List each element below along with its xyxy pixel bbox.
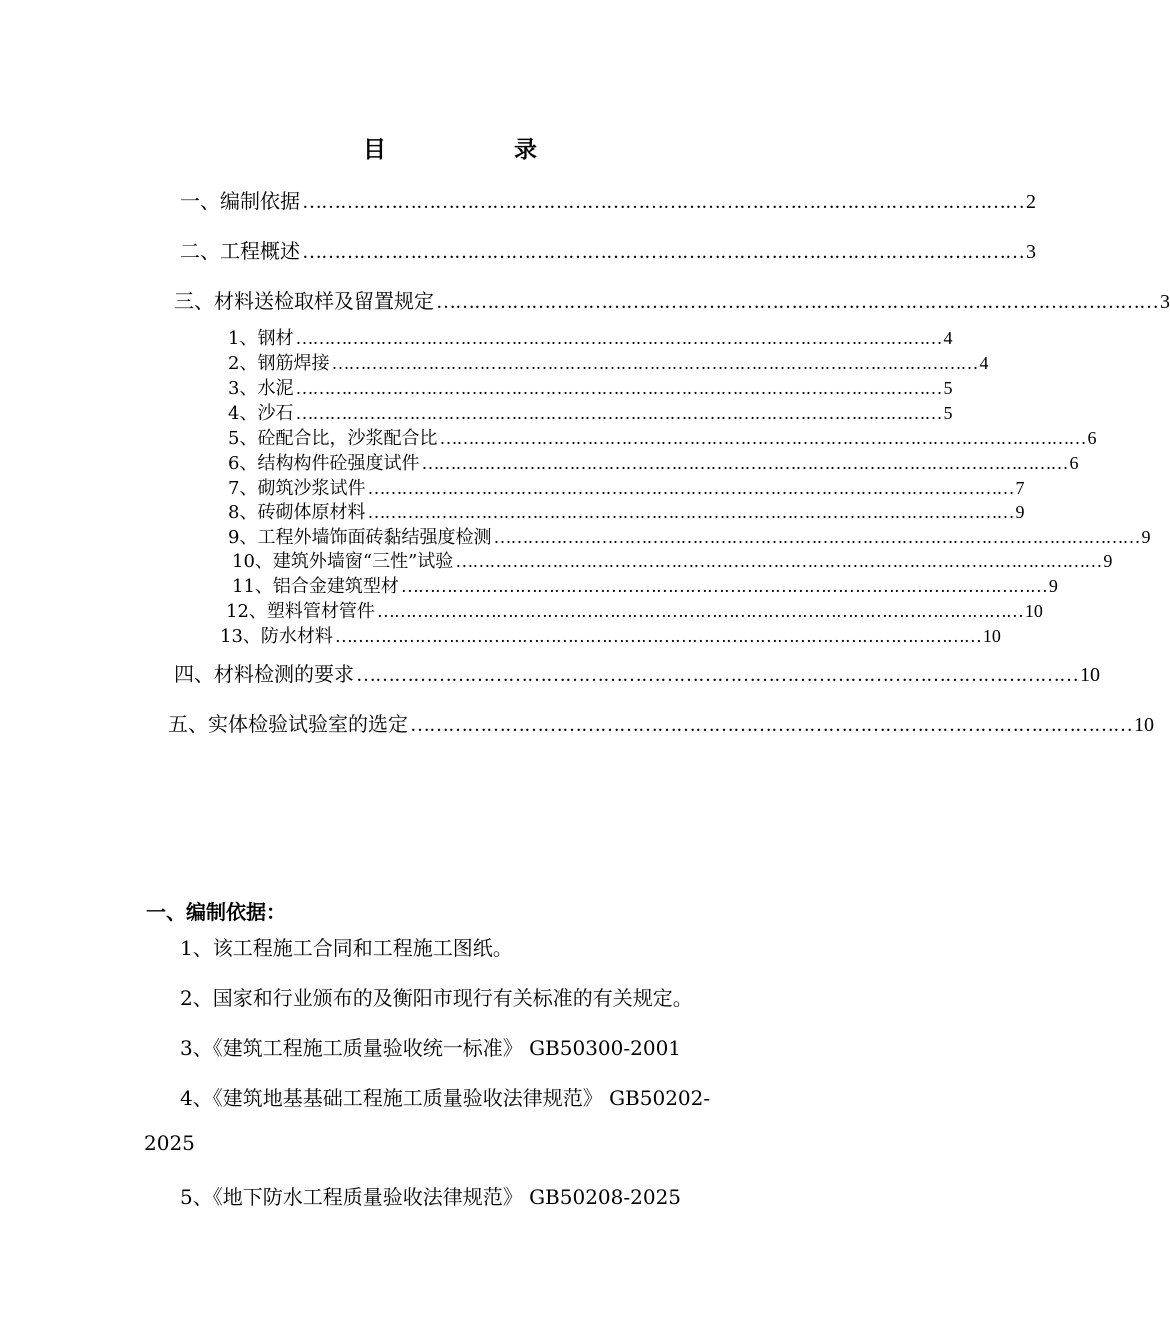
toc-subentry[interactable] [220, 622, 1001, 647]
toc-entry-page: 5 [943, 403, 953, 423]
toc-leader-dots: …………………………………………………………………………………………………… [493, 527, 1140, 547]
toc-entry-page: 9 [1103, 551, 1113, 571]
toc-entry[interactable] [174, 285, 1170, 313]
toc-entry[interactable] [180, 235, 1036, 263]
toc-entry-page: 9 [1048, 576, 1058, 596]
toc-entry-label: 1、钢材 [228, 328, 294, 349]
toc-leader-dots: …………………………………………………………………………………………………… [295, 328, 942, 348]
basis-item: 4、《建筑地基基础工程施工质量验收法律规范》 GB50202- [180, 1086, 711, 1110]
toc-entry-label: 5、砼配合比，沙浆配合比 [228, 428, 438, 449]
toc-entry-label: 11、铝合金建筑型材 [232, 576, 399, 597]
toc-entry-page: 9 [1015, 502, 1025, 522]
toc-entry-label: 12、塑料管材管件 [226, 601, 375, 622]
toc-leader-dots: …………………………………………………………………………………………………… [367, 502, 1014, 522]
toc-entry[interactable] [180, 185, 1036, 213]
toc-entry-page: 3 [1160, 291, 1170, 313]
toc-entry-page: 4 [943, 328, 953, 348]
toc-entry-page: 9 [1141, 527, 1151, 547]
toc-leader-dots: …………………………………………………………………………………………………… [436, 291, 1158, 313]
toc-subentry[interactable] [232, 547, 1113, 572]
toc-leader-dots: …………………………………………………………………………………………………… [421, 453, 1068, 473]
toc-entry-label: 9、工程外墙饰面砖黏结强度检测 [228, 527, 492, 548]
toc-entry-label: 五、实体检验试验室的选定 [168, 712, 408, 736]
toc-entry-page: 5 [943, 378, 953, 398]
toc-leader-dots: …………………………………………………………………………………………………… [334, 626, 981, 646]
toc-entry[interactable] [168, 708, 1154, 736]
toc-leader-dots: …………………………………………………………………………………………………… [455, 551, 1102, 571]
toc-entry-label: 2、钢筋焊接 [228, 353, 330, 374]
toc-entry-label: 四、材料检测的要求 [174, 662, 354, 686]
toc-leader-dots: …………………………………………………………………………………………………… [367, 478, 1014, 498]
toc-entry-page: 10 [1134, 714, 1154, 736]
toc-entry-label: 13、防水材料 [220, 626, 333, 647]
toc-entry-label: 4、沙石 [228, 403, 294, 424]
toc-subentry[interactable] [228, 349, 989, 374]
toc-leader-dots: …………………………………………………………………………………………………… [356, 664, 1078, 686]
toc-subentry[interactable] [228, 424, 1097, 449]
toc-leader-dots: …………………………………………………………………………………………………… [439, 428, 1086, 448]
toc-subentry[interactable] [228, 374, 953, 399]
basis-item: 5、《地下防水工程质量验收法律规范》 GB50208-2025 [180, 1185, 682, 1209]
toc-entry-label: 8、砖砌体原材料 [228, 502, 366, 523]
toc-entry-page: 2 [1026, 191, 1036, 213]
toc-subentry[interactable] [228, 523, 1151, 548]
toc-subentry[interactable] [228, 324, 953, 349]
toc-entry-page: 10 [982, 626, 1001, 646]
toc-leader-dots: …………………………………………………………………………………………………… [302, 191, 1024, 213]
toc-entry-label: 二、工程概述 [180, 239, 300, 263]
toc-entry-label: 6、结构构件砼强度试件 [228, 453, 420, 474]
toc-entry-page: 6 [1087, 428, 1097, 448]
toc-leader-dots: …………………………………………………………………………………………………… [400, 576, 1047, 596]
toc-subentry[interactable] [228, 449, 1079, 474]
toc-leader-dots: …………………………………………………………………………………………………… [295, 378, 942, 398]
toc-entry-label: 7、砌筑沙浆试件 [228, 478, 366, 499]
basis-item-continuation: 2025 [144, 1131, 195, 1155]
toc-entry-page: 7 [1015, 478, 1025, 498]
toc-subentry[interactable] [226, 597, 1043, 622]
toc-subentry[interactable] [228, 474, 1025, 499]
toc-entry-label: 10、建筑外墙窗“三性”试验 [232, 551, 454, 572]
basis-item: 2、国家和行业颁布的及衡阳市现行有关标准的有关规定。 [180, 986, 693, 1010]
toc-subentry[interactable] [228, 399, 953, 424]
toc-leader-dots: …………………………………………………………………………………………………… [295, 403, 942, 423]
toc-entry-label: 三、材料送检取样及留置规定 [174, 289, 434, 313]
basis-item: 1、该工程施工合同和工程施工图纸。 [180, 936, 513, 960]
toc-entry-label: 3、水泥 [228, 378, 294, 399]
toc-subentry[interactable] [232, 572, 1058, 597]
toc-leader-dots: …………………………………………………………………………………………………… [302, 241, 1024, 263]
toc-entry[interactable] [174, 658, 1100, 686]
basis-item: 3、《建筑工程施工质量验收统一标准》 GB50300-2001 [180, 1036, 682, 1060]
toc-entry-page: 3 [1026, 241, 1036, 263]
toc-subentry[interactable] [228, 498, 1025, 523]
toc-entry-page: 10 [1024, 601, 1043, 621]
toc-title: 目 录 [362, 137, 597, 163]
toc-leader-dots: …………………………………………………………………………………………………… [410, 714, 1132, 736]
toc-leader-dots: …………………………………………………………………………………………………… [376, 601, 1023, 621]
toc-leader-dots: …………………………………………………………………………………………………… [331, 353, 978, 373]
section-heading: 一、编制依据： [146, 900, 286, 924]
toc-entry-label: 一、编制依据 [180, 189, 300, 213]
toc-entry-page: 4 [979, 353, 989, 373]
toc-entry-page: 6 [1069, 453, 1079, 473]
toc-entry-page: 10 [1080, 664, 1100, 686]
